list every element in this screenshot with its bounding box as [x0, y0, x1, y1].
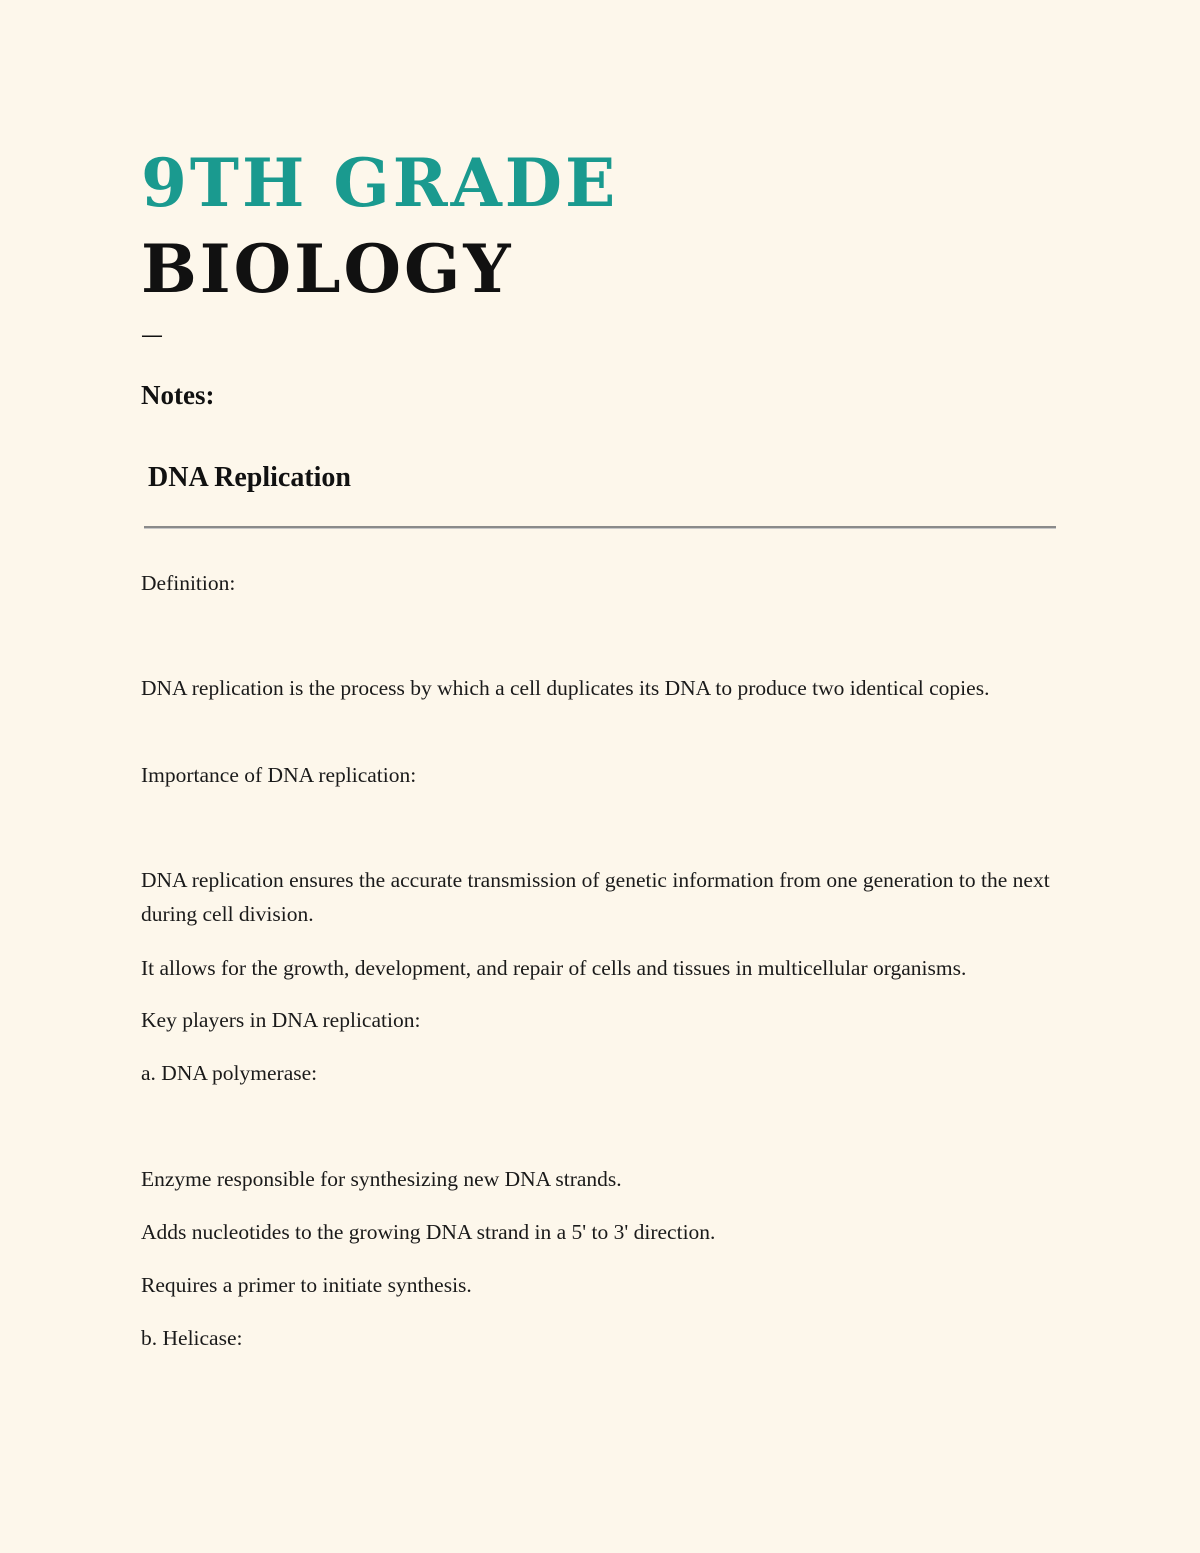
- paragraph-importance-label: Importance of DNA replication:: [141, 763, 417, 787]
- paragraph-polymerase-text-2: Adds nucleotides to the growing DNA strand in a 5' to 3' direction.: [141, 1220, 716, 1244]
- paragraph-definition-label: Definition:: [141, 571, 236, 595]
- paragraph-importance-text-2: It allows for the growth, development, and repair of cells and tissues in multicellular organisms.: [141, 956, 967, 980]
- paragraph-polymerase-text-3: Requires a primer to initiate synthesis.: [141, 1273, 472, 1297]
- title-dash: —: [141, 323, 163, 348]
- title-subject: BIOLOGY: [141, 230, 514, 308]
- topic-heading: DNA Replication: [148, 462, 351, 493]
- paragraph-key-players-label: Key players in DNA replication:: [141, 1008, 421, 1032]
- paragraph-importance-text-1: DNA replication ensures the accurate transmission of genetic information from one generation to the next during cell division.: [141, 868, 1050, 926]
- paragraph-helicase-label: b. Helicase:: [141, 1326, 243, 1350]
- paragraph-definition-text: DNA replication is the process by which a cell duplicates its DNA to produce two identical copies.: [141, 676, 990, 700]
- heading-divider: [144, 526, 1056, 529]
- paragraph-polymerase-text-1: Enzyme responsible for synthesizing new DNA strands.: [141, 1167, 622, 1191]
- title-grade: 9TH GRADE: [141, 144, 619, 222]
- notes-label: Notes:: [141, 380, 215, 410]
- paragraph-polymerase-label: a. DNA polymerase:: [141, 1061, 318, 1085]
